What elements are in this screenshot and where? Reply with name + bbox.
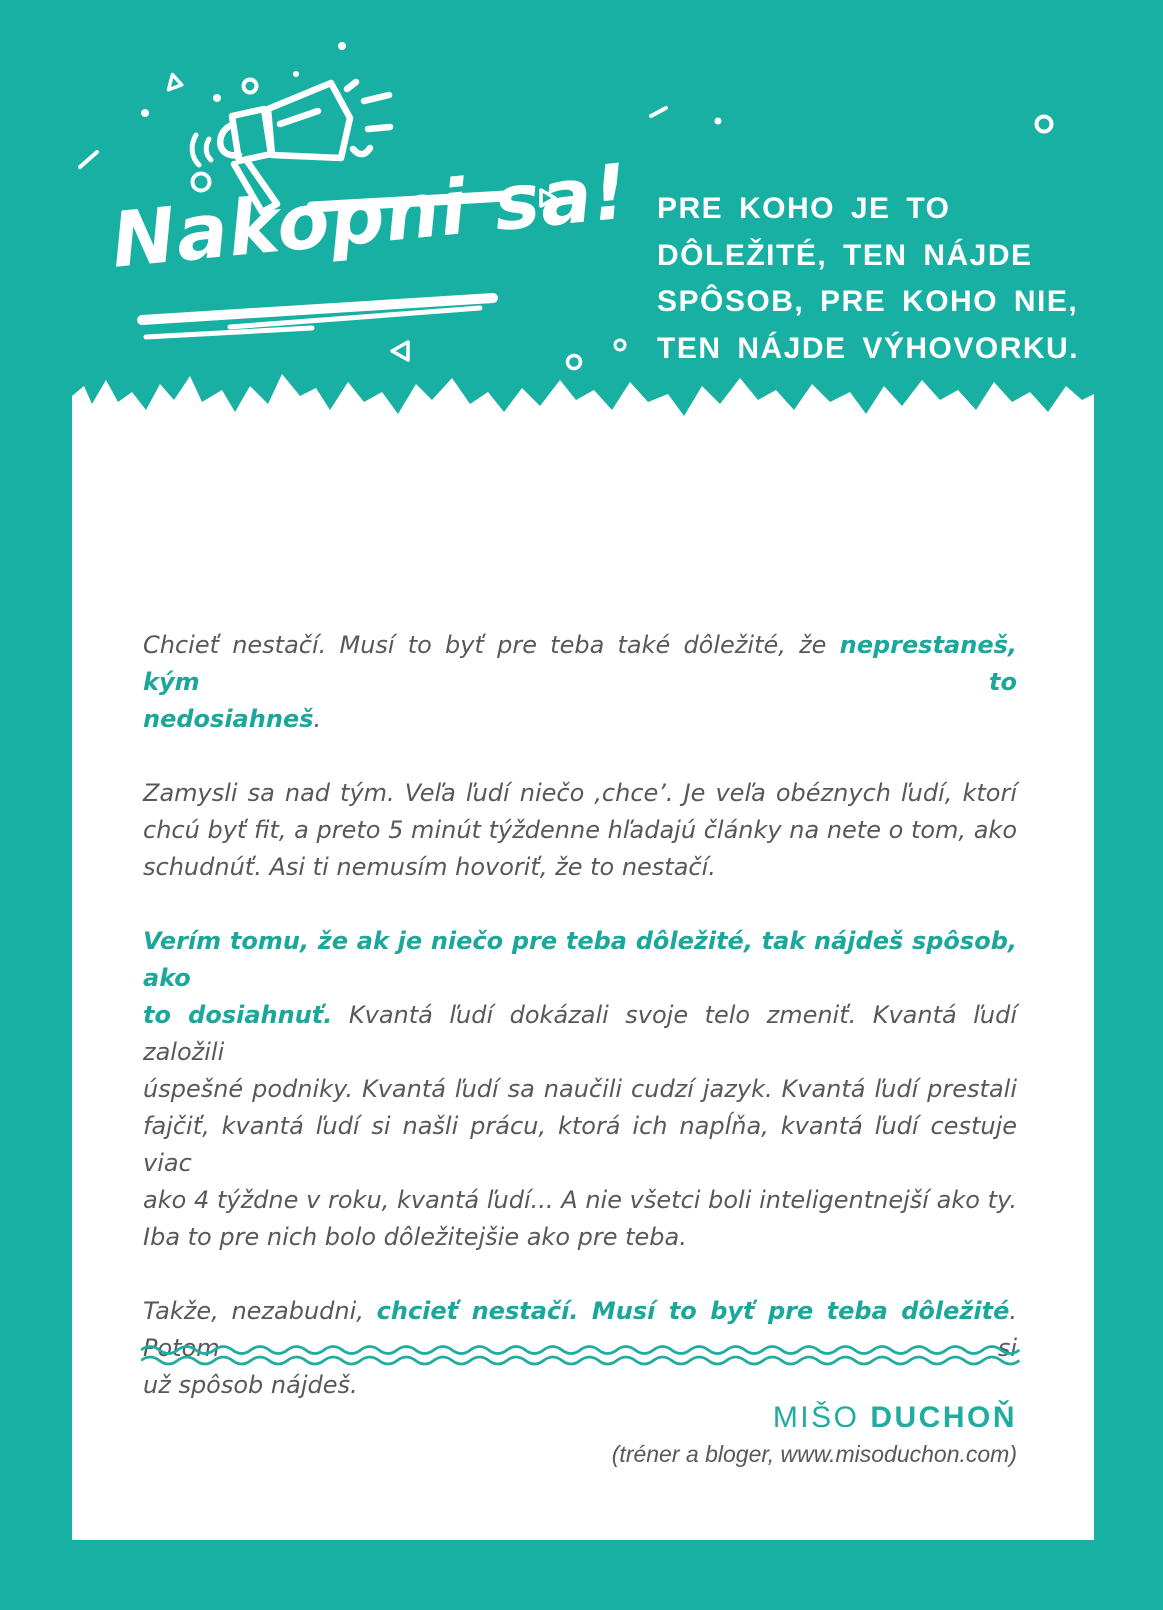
text-line	[143, 627, 1017, 701]
wave-divider	[141, 1342, 1020, 1368]
text-line	[143, 1108, 1017, 1182]
text-line	[143, 1182, 1017, 1219]
author-credit: (tréner a bloger, www.misoduchon.com)	[611, 1441, 1017, 1467]
author-first-name: MIŠO	[772, 1401, 860, 1434]
tagline-line: PRE KOHO JE TO	[657, 192, 951, 225]
text-segment: Iba to pre nich bolo dôležitejšie ako pre teba.	[143, 1223, 687, 1251]
confetti-ring-icon	[244, 80, 257, 93]
text-segment: schudnúť. Asi ti nemusím hovoriť, že to nestačí.	[143, 853, 716, 881]
confetti-dash-icon	[80, 152, 97, 167]
text-segment: ako 4 týždne v roku, kvantá ľudí... A nie všetci boli inteligentnejší ako ty.	[143, 1186, 1017, 1214]
text-line	[143, 849, 1017, 886]
text-segment: .	[313, 705, 322, 733]
text-segment: fajčiť, kvantá ľudí si našli prácu, ktorá ich napĺňa, kvantá ľudí cestuje viac	[143, 1112, 1017, 1177]
text-line	[143, 701, 1017, 738]
accent-segment: nedosiahneš	[143, 705, 314, 733]
confetti-triangle-icon	[392, 342, 408, 360]
confetti-ring-icon	[615, 340, 625, 350]
accent-segment: to dosiahnuť.	[143, 1001, 333, 1029]
tagline-line: DÔLEŽITÉ, TEN NÁJDE	[657, 238, 1033, 272]
text-line	[143, 997, 1017, 1071]
text-segment: chcú byť fit, a preto 5 minút týždenne hľadajú články na nete o tom, ako	[143, 816, 1017, 844]
text-line	[143, 923, 1017, 997]
paragraph	[143, 627, 1017, 738]
text-segment: už spôsob nájdeš.	[143, 1371, 358, 1399]
text-line	[143, 1367, 1017, 1404]
logo-script: Nakopni sa!	[107, 146, 633, 285]
confetti-dot-icon	[213, 94, 221, 102]
confetti-dot-icon	[141, 109, 149, 117]
confetti-dot-icon	[338, 42, 346, 50]
author-name	[773, 1401, 1017, 1435]
text-segment: Takže, nezabudni,	[143, 1297, 377, 1325]
text-segment: úspešné podniky. Kvantá ľudí sa naučili cudzí jazyk. Kvantá ľudí prestali	[143, 1075, 1017, 1103]
paragraph	[143, 923, 1017, 1256]
tagline-line: SPÔSOB, PRE KOHO NIE,	[657, 285, 1079, 318]
text-segment: Zamysli sa nad tým. Veľa ľudí niečo ‚chce’. Je veľa obéznych ľudí, ktorí	[143, 779, 1017, 807]
confetti-triangle-icon	[166, 73, 183, 90]
accent-segment: chcieť nestačí. Musí to byť pre teba dôležité	[376, 1297, 1010, 1325]
body-paragraphs	[143, 627, 1017, 1441]
accent-segment: Verím tomu, že ak je niečo pre teba dôležité, tak nájdeš spôsob, ako	[143, 927, 1017, 992]
confetti-dot-icon	[293, 71, 299, 77]
text-segment: Kvantá ľudí dokázali svoje telo zmeniť. Kvantá ľudí založili	[143, 1001, 1017, 1066]
header-tagline	[657, 186, 1127, 372]
text-line	[143, 775, 1017, 812]
text-line	[143, 812, 1017, 849]
confetti-ring-icon	[1037, 117, 1052, 132]
tagline-line: TEN NÁJDE VÝHOVORKU.	[657, 331, 1080, 365]
torn-paper-edge	[72, 366, 1094, 420]
paragraph	[143, 775, 1017, 886]
text-line	[143, 1071, 1017, 1108]
author-last-name: DUCHOŇ	[870, 1401, 1017, 1434]
confetti-dot-icon	[715, 118, 722, 125]
text-segment: Chcieť nestačí. Musí to byť pre teba také dôležité, že	[143, 631, 840, 659]
accent-segment: neprestaneš, kým to	[143, 631, 1017, 696]
text-line	[143, 1219, 1017, 1256]
confetti-dash-icon	[651, 108, 666, 116]
text-segment: . Potom si	[143, 1297, 1017, 1362]
